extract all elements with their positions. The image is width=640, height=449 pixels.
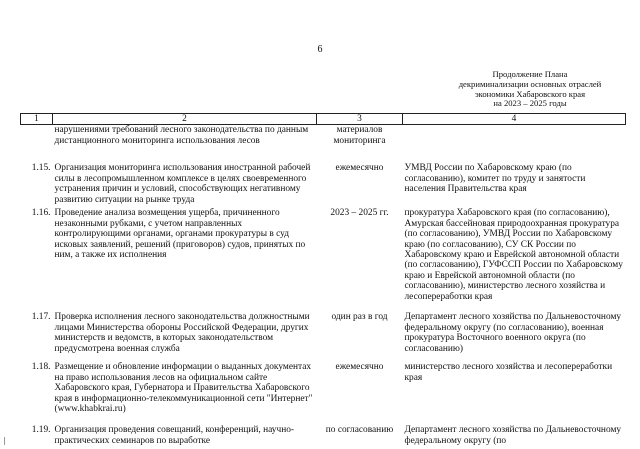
table-row <box>21 163 626 208</box>
column-header-responsible: 4 <box>403 114 626 125</box>
row-responsible: УМВД России по Хабаровскому краю (по согласованию), комитет по труду и занятости населения Правительства края <box>404 163 586 195</box>
row-action: Размещение и обновление информации о выданных документах на право использования лесов на официальном сайте Хабаровского края, Губернатора и Правительства Хабаровского края в информационно-телекоммуникационной сети "Интернет" (www.khabkrai.ru) <box>54 362 313 415</box>
continuation-line: на 2023 – 2025 годы <box>493 98 567 109</box>
table-row <box>21 208 626 312</box>
row-action: нарушениями требований лесного законодательства по данным дистанционного мониторинга использования лесов <box>54 125 309 146</box>
row-responsible: прокуратура Хабаровского края (по согласованию), Амурская бассейновая природоохранная прокуратура (по согласованию), УМВД России по Хабаровскому краю (по согласованию), СУ СК России по Хабаровскому краю и Еврейской автономной области (по согласованию), ГУФССП России по Хабаровскому краю и Еврейской автономной области (по согласованию), министерство лесного хозяйства и лесопереработки края <box>404 208 623 302</box>
continuation-line: экономики Хабаровского края <box>474 88 586 99</box>
row-deadline: ежемесячно <box>335 362 384 373</box>
continuation-heading <box>440 70 620 109</box>
row-deadline: по согласованию <box>325 425 394 436</box>
column-header-number: 1 <box>21 114 53 125</box>
row-number: 1.16. <box>31 208 51 219</box>
row-number <box>21 125 53 164</box>
row-deadline: материалов мониторинга <box>333 125 386 146</box>
table-row <box>21 125 626 164</box>
row-deadline: ежемесячно <box>335 163 384 174</box>
table-row <box>21 312 626 362</box>
row-action: Организация проведения совещаний, конференций, научно-практических семинаров по выработке <box>54 425 295 446</box>
column-header-deadline: 3 <box>317 114 403 125</box>
row-responsible <box>403 125 626 164</box>
row-responsible: министерство лесного хозяйства и лесопереработки края <box>404 362 613 383</box>
row-responsible: Департамент лесного хозяйства по Дальневосточному федеральному округу (по согласованию), военная прокуратура Восточного военного округа (по согласованию) <box>404 312 622 354</box>
row-number: 1.19. <box>31 425 51 436</box>
page-number: 6 <box>317 44 323 55</box>
table-row <box>21 362 626 425</box>
row-number: 1.15. <box>31 163 51 174</box>
row-action: Организация мониторинга использования иностранной рабочей силы в лесопромышленном комплексе в целях своевременного устранения причин и условий, способствующих негативному развитию ситуации на рынке труда <box>54 163 311 205</box>
continuation-line: декриминализации основных отраслей <box>458 78 602 89</box>
row-deadline: 2023 – 2025 гг. <box>330 208 389 219</box>
continuation-line: Продолжение Плана <box>492 69 568 79</box>
row-action: Проведение анализа возмещения ущерба, причиненного незаконными рубками, с учетом направленных контролирующими органами, органами прокуратуры в суд исковых заявлений, решений (приговоров) судов, принятых по ним, а также их исполнения <box>54 208 306 261</box>
row-responsible: Департамент лесного хозяйства по Дальневосточному федеральному округу (по <box>404 425 622 446</box>
row-number: 1.18. <box>31 362 51 373</box>
column-header-action: 2 <box>53 114 317 125</box>
row-number: 1.17. <box>31 312 51 323</box>
table-header-row <box>21 114 626 125</box>
row-action: Проверка исполнения лесного законодательства должностными лицами Министерства обороны Российской Федерации, других министерств и ведомств, в которых законодательством предусмотрена военная служба <box>54 312 310 354</box>
table-row <box>21 425 626 446</box>
plan-table <box>20 113 626 446</box>
row-deadline: один раз в год <box>331 312 388 323</box>
margin-mark <box>4 437 5 445</box>
